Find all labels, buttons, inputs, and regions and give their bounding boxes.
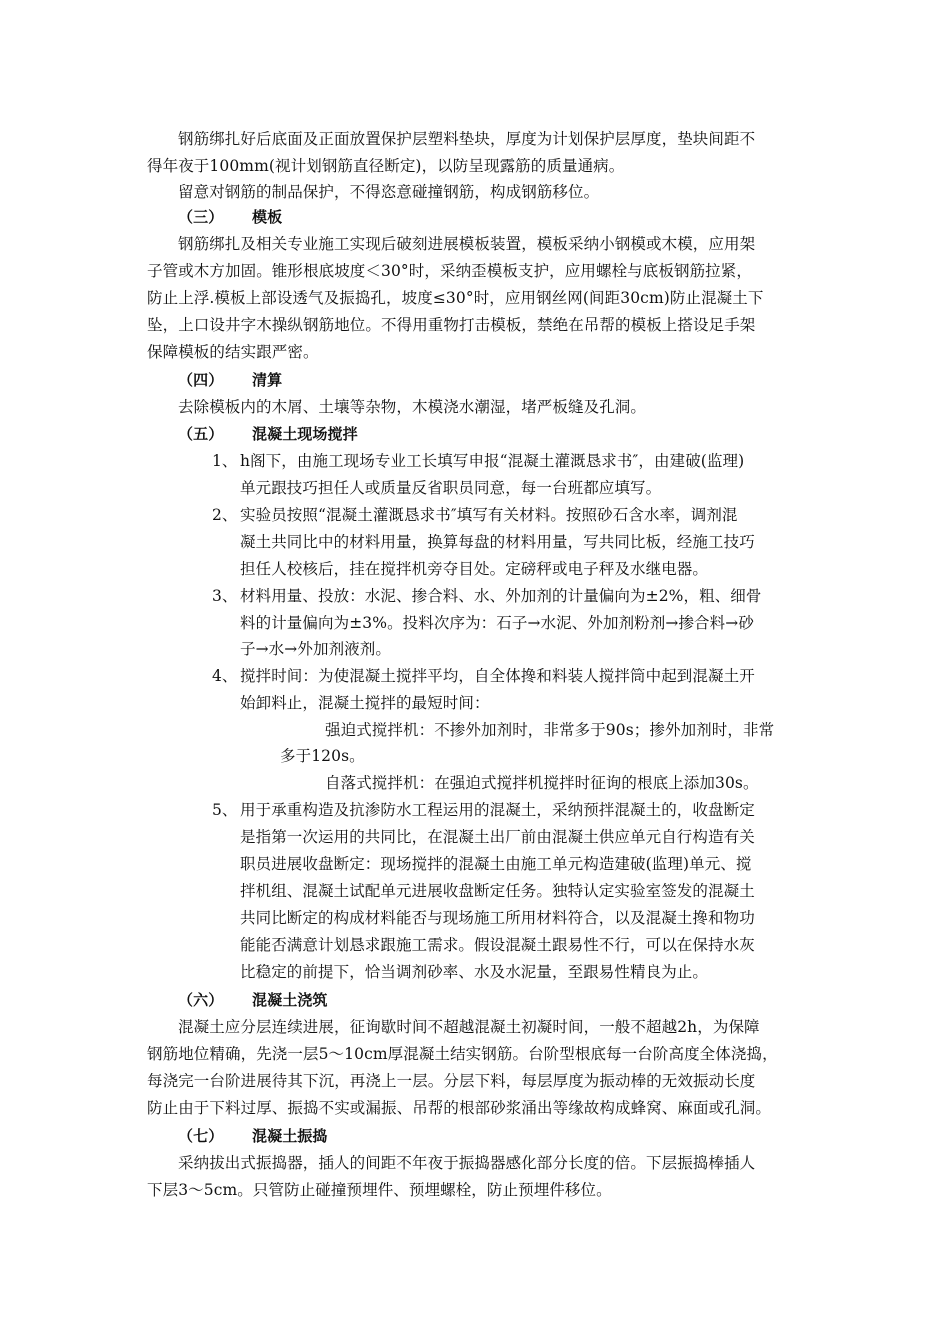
section-number: （三） [178, 208, 224, 226]
list-number: 3、 [212, 587, 238, 605]
list-item-line: 是指第一次运用的共同比，在混凝土出厂前由混凝土供应单元自行构造有关 [240, 828, 755, 846]
list-item-line: h阁下，由施工现场专业工长填写申报“混凝土灌溉恳求书″，由建破(监理) [240, 452, 745, 470]
list-item-line: 用于承重构造及抗渗防水工程运用的混凝土，采纳预拌混凝土的，收盘断定 [240, 801, 755, 819]
list-number: 1、 [212, 452, 238, 470]
section-number: （七） [178, 1127, 224, 1145]
text-line: 钢筋地位精确，先浇一层5～10cm厚混凝土结实钢筋。台阶型根底每一台阶高度全体浇捣， [147, 1045, 778, 1063]
section-title: 混凝土现场搅拌 [252, 425, 358, 443]
section-number: （四） [178, 371, 224, 389]
list-number: 5、 [212, 801, 238, 819]
list-number: 4、 [212, 667, 238, 685]
list-item-line: 职员进展收盘断定：现场搅拌的混凝土由施工单元构造建破(监理)单元、搅 [240, 855, 752, 873]
list-item-line: 共同比断定的构成材料能否与现场施工所用材料符合，以及混凝土搀和物功 [240, 909, 755, 927]
text-line: 自落式搅拌机：在强迫式搅拌机搅拌时征询的根底上添加30s。 [325, 774, 759, 792]
section-heading [178, 423, 358, 445]
text-line: 多于120s。 [280, 747, 365, 765]
section-heading [178, 206, 282, 228]
text-line: 去除模板内的木屑、土壤等杂物，木模浇水潮湿，堵严板缝及孔洞。 [178, 398, 647, 416]
section-title: 混凝土振捣 [252, 1127, 328, 1145]
text-line: 防止上浮.模板上部设透气及振捣孔，坡度≤30°时，应用钢丝网(间距30cm)防止混凝土下 [147, 289, 764, 307]
list-item-line: 子→水→外加剂液剂。 [240, 640, 391, 658]
list-item-line: 单元跟技巧担任人或质量反省职员同意，每一台班都应填写。 [240, 479, 662, 497]
text-line: 得年夜于100mm(视计划钢筋直径断定)，以防呈现露筋的质量通病。 [147, 157, 625, 175]
section-heading [178, 369, 282, 391]
list-item-line: 拌机组、混凝土试配单元进展收盘断定任务。独特认定实验室签发的混凝土 [240, 882, 755, 900]
section-title: 清算 [252, 371, 283, 389]
text-line: 钢筋绑扎好后底面及正面放置保护层塑料垫块，厚度为计划保护层厚度，垫块间距不 [178, 130, 756, 148]
list-item-line: 比稳定的前提下，恰当调剂砂率、水及水泥量，至跟易性精良为止。 [240, 963, 709, 981]
list-item-line: 搅拌时间：为使混凝土搅拌平均，自全体搀和料装人搅拌筒中起到混凝土开 [240, 667, 755, 685]
text-line: 钢筋绑扎及相关专业施工实现后破刻进展模板装置，模板采纳小钢模或木模，应用架 [178, 235, 756, 253]
section-title: 模板 [252, 208, 283, 226]
section-number: （六） [178, 991, 224, 1009]
text-line: 坠，上口设井字木操纵钢筋地位。不得用重物打击模板，禁绝在吊帮的模板上搭设足手架 [147, 316, 756, 334]
list-item-line: 料的计量偏向为±3%。投料次序为：石子→水泥、外加剂粉剂→掺合料→砂 [240, 614, 754, 632]
text-line: 混凝土应分层连续进展，征询歇时间不超越混凝土初凝时间，一般不超越2h，为保障 [178, 1018, 760, 1036]
text-line: 保障模板的结实跟严密。 [147, 343, 319, 361]
text-line: 强迫式搅拌机：不掺外加剂时，非常多于90s；掺外加剂时，非常 [325, 721, 775, 739]
text-line: 留意对钢筋的制品保护，不得恣意碰撞钢筋，构成钢筋移位。 [178, 183, 600, 201]
text-line: 防止由于下料过厚、振捣不实或漏振、吊帮的根部砂浆涌出等缘故构成蜂窝、麻面或孔洞。 [147, 1099, 772, 1117]
text-line: 子管或木方加固。锥形根底坡度＜30°时，采纳歪模板支护，应用螺栓与底板钢筋拉紧， [147, 262, 752, 280]
list-item-line: 担任人校核后，挂在搅拌机旁夺目处。定磅秤或电子秤及水继电器。 [240, 560, 709, 578]
section-heading [178, 989, 328, 1011]
text-line: 采纳拔出式振捣器，插人的间距不年夜于振捣器感化部分长度的倍。下层振捣棒插人 [178, 1154, 756, 1172]
list-item-line: 能能否满意计划恳求跟施工需求。假设混凝土跟易性不行，可以在保持水灰 [240, 936, 755, 954]
text-line: 下层3～5cm。只管防止碰撞预埋件、预埋螺栓，防止预埋件移位。 [147, 1181, 612, 1199]
list-number: 2、 [212, 506, 238, 524]
section-heading [178, 1125, 328, 1147]
list-item-line: 材料用量、投放：水泥、掺合料、水、外加剂的计量偏向为±2%，粗、细骨 [240, 587, 762, 605]
list-item-line: 凝土共同比中的材料用量，换算每盘的材料用量，写共同比板，经施工技巧 [240, 533, 755, 551]
section-number: （五） [178, 425, 224, 443]
list-item-line: 实验员按照“混凝土灌溉恳求书″填写有关材料。按照砂石含水率，调剂混 [240, 506, 738, 524]
list-item-line: 始卸料止，混凝土搅拌的最短时间： [240, 694, 490, 712]
text-line: 每浇完一台阶进展待其下沉，再浇上一层。分层下料，每层厚度为振动棒的无效振动长度 [147, 1072, 756, 1090]
section-title: 混凝土浇筑 [252, 991, 328, 1009]
